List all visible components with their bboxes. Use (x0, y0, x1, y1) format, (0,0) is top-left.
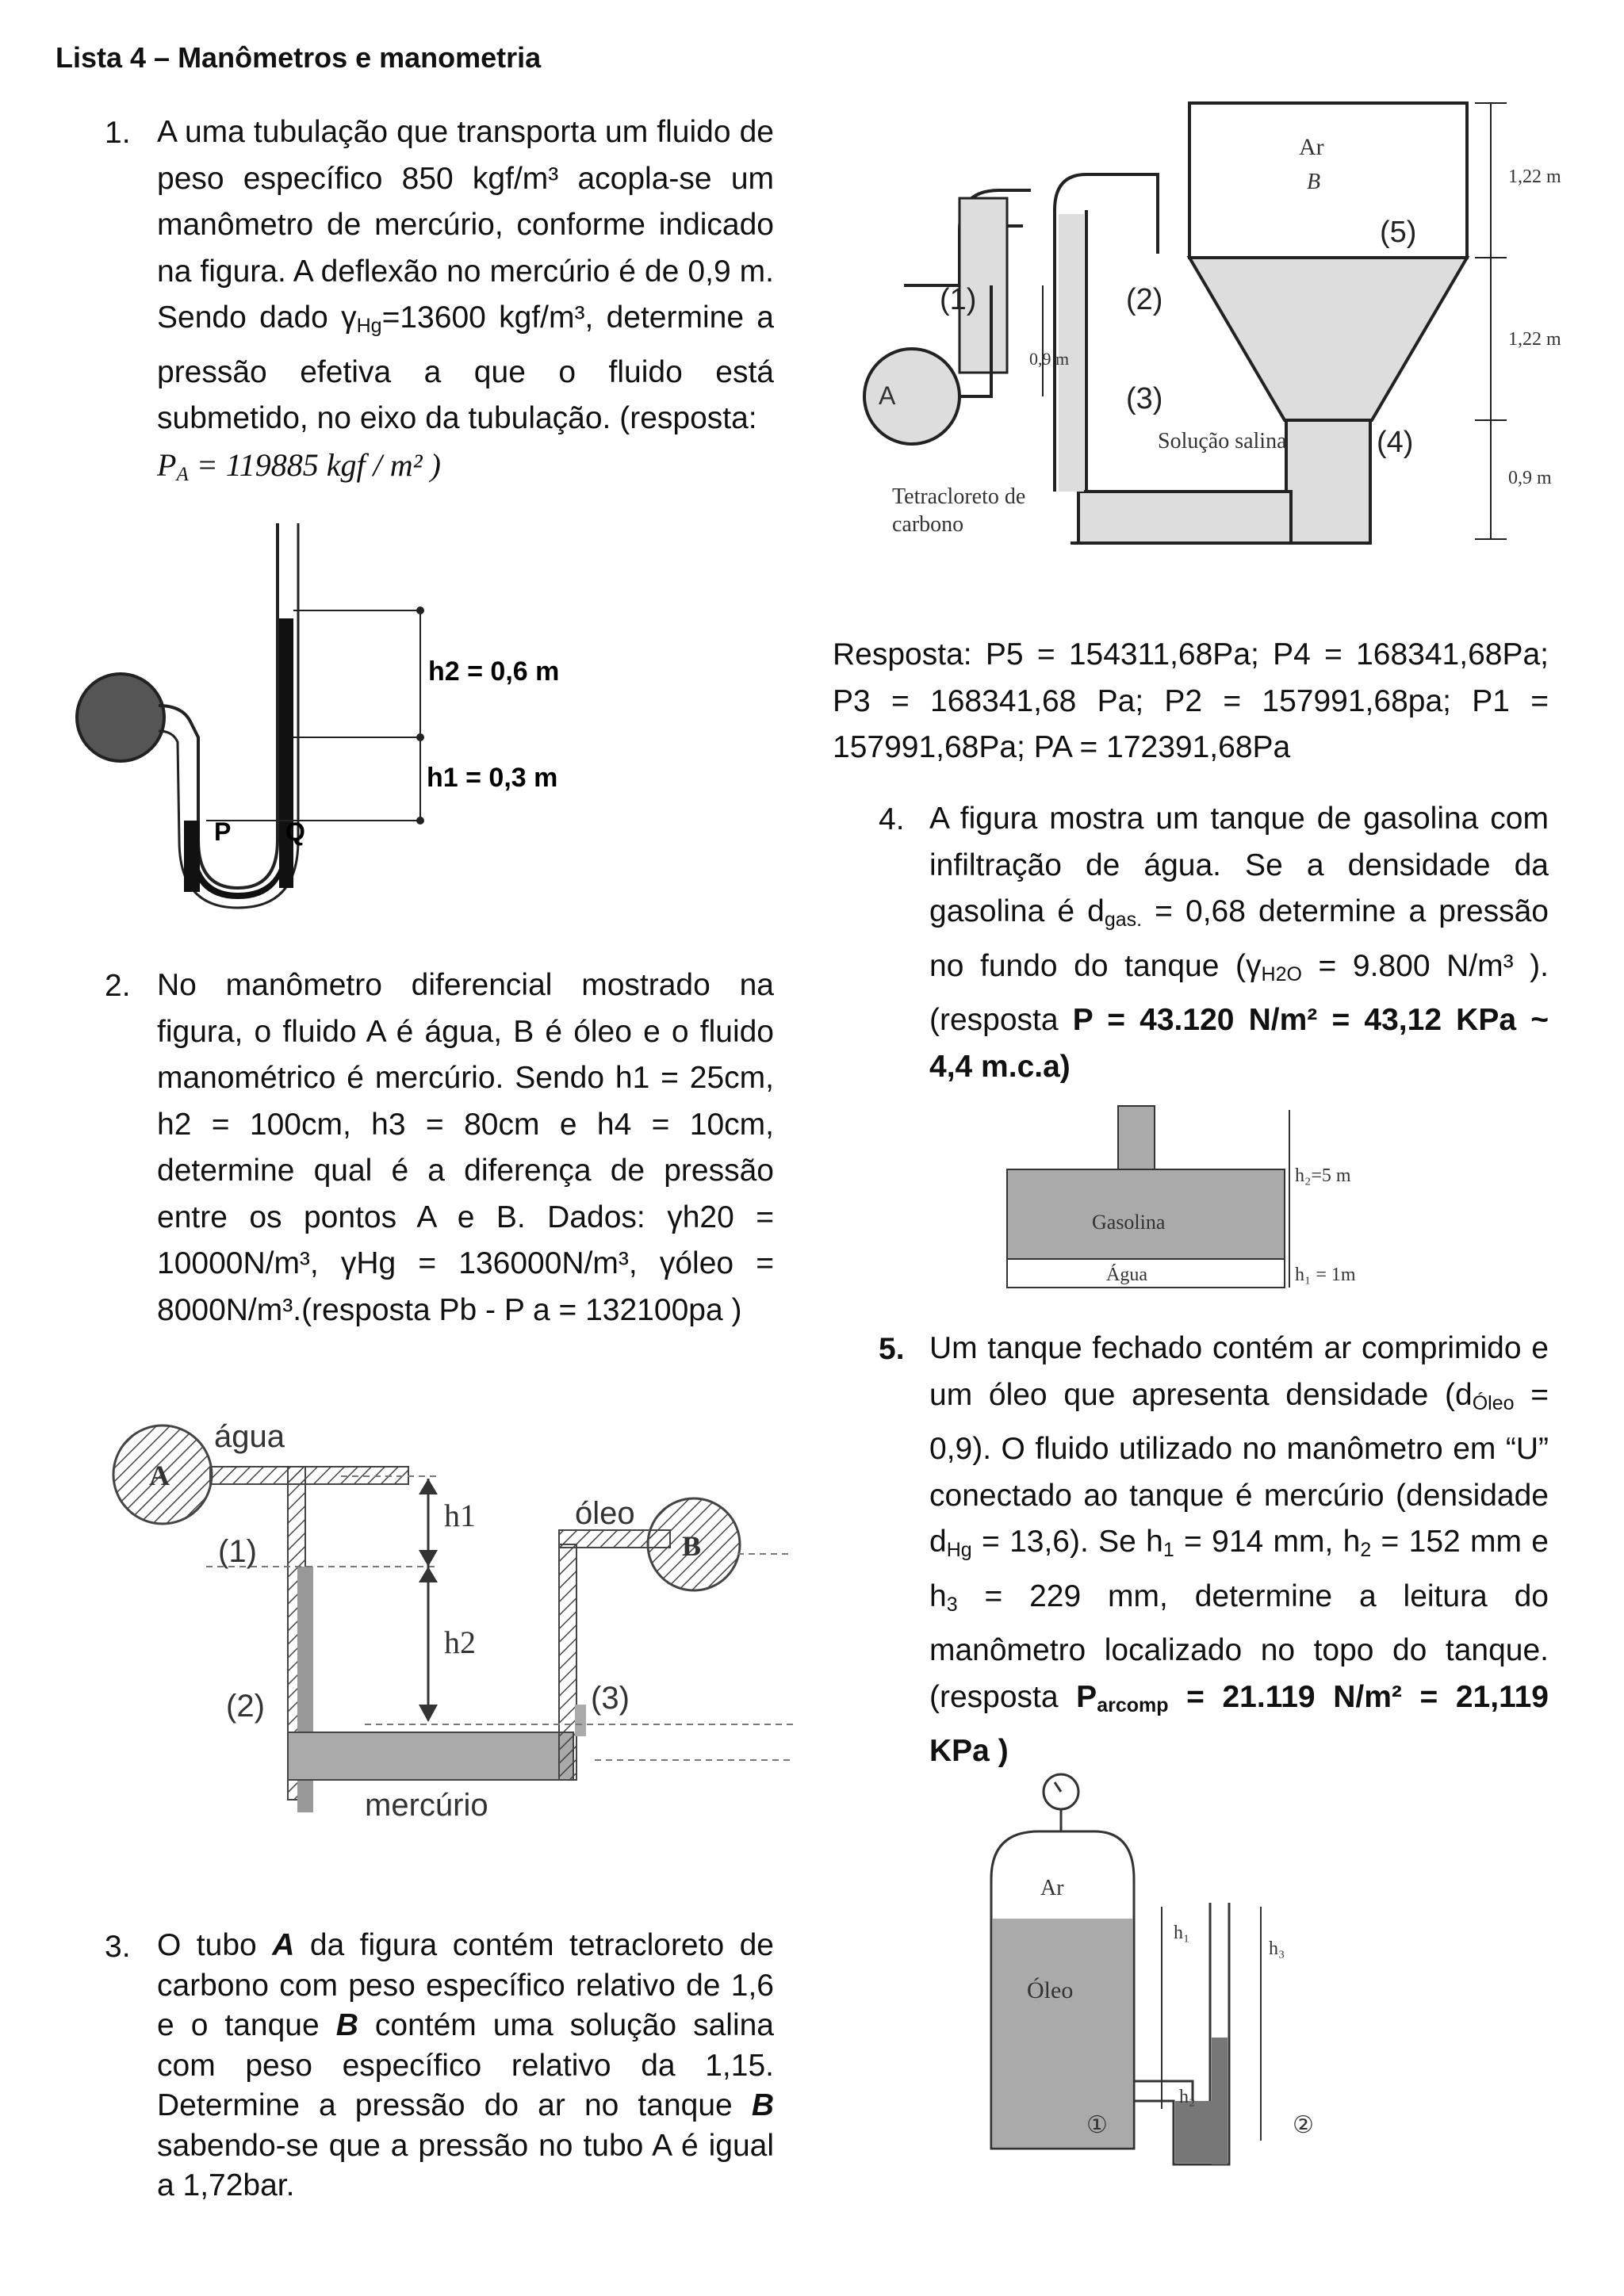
q4-text (929, 796, 1549, 1090)
q2-point2: (2) (226, 1689, 265, 1724)
q3-bold-b2: B (751, 2088, 774, 2122)
q4-text-b: = 0,68 determine a pressão no fundo do tanque (γ (929, 894, 1549, 983)
q2-agua-label: água (214, 1419, 285, 1454)
q3-text-2: da figura contém tetracloreto de carbono com peso específico relativo de 1,6 e o tanque (157, 1928, 774, 2042)
q1-text-a: A uma tubulação que transporta um fluido de peso específico 850 kgf/m³ acopla-se um manômetro de mercúrio, conforme indicado na figura. A deflexão no mercúrio é de 0,9 m. Sendo dado γ (157, 115, 774, 335)
q1-q-label: Q (285, 817, 305, 846)
q5-text-d: = 914 mm, h (1174, 1525, 1361, 1559)
q4-answer: P = 43.120 N/m² = 43,12 KPa ~ 4,4 m.c.a) (929, 1003, 1549, 1084)
q5-answer-p: P (1076, 1679, 1097, 1714)
q4-h1-label: h₁ = 1m (1295, 1265, 1356, 1285)
q3-figure (841, 48, 1570, 571)
q2-point1: (1) (218, 1534, 257, 1569)
q5-h2-label: h₂ (1179, 2087, 1196, 2107)
q1-h1-label: h1 = 0,3 m (427, 763, 558, 793)
q5-text-e: = 152 mm e h (929, 1525, 1549, 1613)
q4-sub-gas: gas. (1104, 909, 1143, 931)
q5-text-a: Um tanque fechado contém ar comprimido e um óleo que apresenta densidade (d (929, 1331, 1549, 1412)
q5-sub-1: 1 (1162, 1539, 1174, 1561)
q2-h2-label: h2 (444, 1624, 476, 1660)
q1-answer-rest: = 119885 kgf / m² ) (188, 446, 441, 483)
q3-b-label: B (1307, 170, 1321, 194)
q1-p-label: P (214, 817, 232, 846)
q5-sub-3: 3 (946, 1593, 958, 1616)
q1-h2-label: h2 = 0,6 m (428, 656, 560, 687)
q1-sub-hg: Hg (356, 315, 382, 337)
q1-answer-sub: A (176, 463, 189, 485)
q2-text: No manômetro diferencial mostrado na figura, o fluido A é água, B é óleo e o fluido manométrico é mercúrio. Sendo h1 = 25cm, h2 = 100cm, h3 = 80cm e h4 = 10cm, determine qual é a diferença de pressão entre os pontos A e B. Dados: γh20 = 10000N/m³, γHg = 136000N/m³, γóleo = 8000N/m³.(resposta Pb - P a = 132100pa ) (157, 968, 774, 1327)
q2-point3: (3) (591, 1681, 630, 1716)
q4-agua-label: Água (1106, 1265, 1147, 1285)
q1-text-b: =13600 kgf/m³, determine a pressão efetiva a que o fluido está submetido, no eixo da tubulação. (resposta: (157, 300, 774, 435)
q5-point1: ① (1086, 2112, 1108, 2138)
q5-number: 5. (879, 1332, 905, 1366)
q4-text-a: A figura mostra um tanque de gasolina com infiltração de água. Se a densidade da gasolina é d (929, 802, 1549, 928)
q3-tank-top (1189, 103, 1467, 258)
q3-dim-3: 0,9 m (1508, 468, 1552, 488)
q1-mercury-column (279, 618, 293, 888)
q1-answer (157, 447, 441, 483)
q3-ar-label: Ar (1299, 134, 1324, 160)
q3-inner-dim: 0,9 m (1029, 349, 1070, 369)
q5-ar-label: Ar (1040, 1876, 1064, 1900)
q2-h1-label: h1 (444, 1498, 476, 1533)
q5-text-c: = 13,6). Se h (971, 1525, 1163, 1559)
q4-sub-h2o: H2O (1261, 962, 1302, 985)
q1-text (157, 109, 774, 498)
q4-h2-label: h₂=5 m (1295, 1165, 1351, 1186)
q3-dim-1: 1,22 m (1508, 166, 1561, 187)
q4-text-c: = 9.800 N/m³ ). (resposta (929, 948, 1549, 1037)
q3-point3: (3) (1126, 382, 1163, 415)
q4-number: 4. (879, 802, 905, 836)
q3-a-label: A (879, 381, 896, 410)
q2-oleo-label: óleo (575, 1496, 635, 1531)
q3-dim-2: 1,22 m (1508, 329, 1561, 350)
q2-number: 2. (105, 969, 131, 1003)
q3-text-3: contém uma solução salina com peso específico relativo da 1,15. Determine a pressão do ar no tanque (157, 2008, 774, 2122)
q5-sub-2: 2 (1360, 1539, 1372, 1561)
q5-text (929, 1326, 1549, 1775)
q3-tetra-label-1: Tetracloreto de (892, 484, 1026, 509)
q3-text-1: O tubo (157, 1928, 273, 1962)
q2-figure (103, 1411, 801, 1823)
q5-h1-label: h₁ (1174, 1923, 1190, 1943)
q4-gasolina-label: Gasolina (1092, 1211, 1166, 1234)
q5-oil (993, 1919, 1132, 2147)
q2-mercurio-label: mercúrio (365, 1788, 488, 1823)
q5-oleo-label: Óleo (1027, 1977, 1074, 2003)
q3-tetra-label-2: carbono (892, 512, 964, 537)
q5-answer-sub: arcomp (1097, 1693, 1169, 1716)
q3-point2: (2) (1126, 283, 1163, 316)
q3-bold-a: A (272, 1928, 295, 1962)
q2-mercury-bottom (288, 1732, 573, 1780)
q5-answer-rest: = 21.119 N/m² = 21,119 KPa ) (929, 1679, 1549, 1768)
q2-b-label: B (682, 1530, 702, 1562)
q5-text-f: = 229 mm, determine a leitura do manômetro localizado no topo do tanque. (resposta (929, 1578, 1549, 1714)
q5-text-b: = 0,9). O fluido utilizado no manômetro em “U” conectado ao tanque é mercúrio (densidade d (929, 1377, 1549, 1559)
q3-point4: (4) (1377, 426, 1414, 459)
q1-mercury (189, 618, 288, 899)
q5-point2: ② (1293, 2112, 1314, 2138)
q5-sub-hg: Hg (946, 1539, 972, 1561)
q1-number: 1. (105, 116, 131, 150)
q4-figure (999, 1102, 1411, 1292)
q3-bold-b: B (335, 2008, 358, 2042)
q2-a-label: A (149, 1460, 170, 1491)
q3-number: 3. (105, 1930, 131, 1964)
q5-h3-label: h₃ (1269, 1938, 1285, 1959)
q5-figure (975, 1768, 1340, 2188)
q1-pipe-circle (77, 674, 164, 761)
q3-answer: Resposta: P5 = 154311,68Pa; P4 = 168341,68Pa; P3 = 168341,68 Pa; P2 = 157991,68pa; P1 = 157991,68Pa; PA = 172391,68Pa (833, 637, 1549, 764)
q3-point5: (5) (1380, 216, 1417, 249)
q1-figure (71, 507, 611, 920)
q1-mercury-left (184, 821, 200, 892)
q3-text (157, 1926, 774, 2206)
q3-text-4: sabendo-se que a pressão no tubo A é igual a 1,72bar. (157, 2128, 774, 2202)
page-title: Lista 4 – Manômetros e manometria (56, 41, 542, 74)
q1-answer-p: P (157, 446, 177, 483)
q3-tank-cone (1189, 258, 1467, 420)
q3-salina-label: Solução salina (1158, 429, 1287, 453)
q5-sub-oleo: Óleo (1472, 1391, 1515, 1414)
q3-point1: (1) (940, 283, 977, 316)
